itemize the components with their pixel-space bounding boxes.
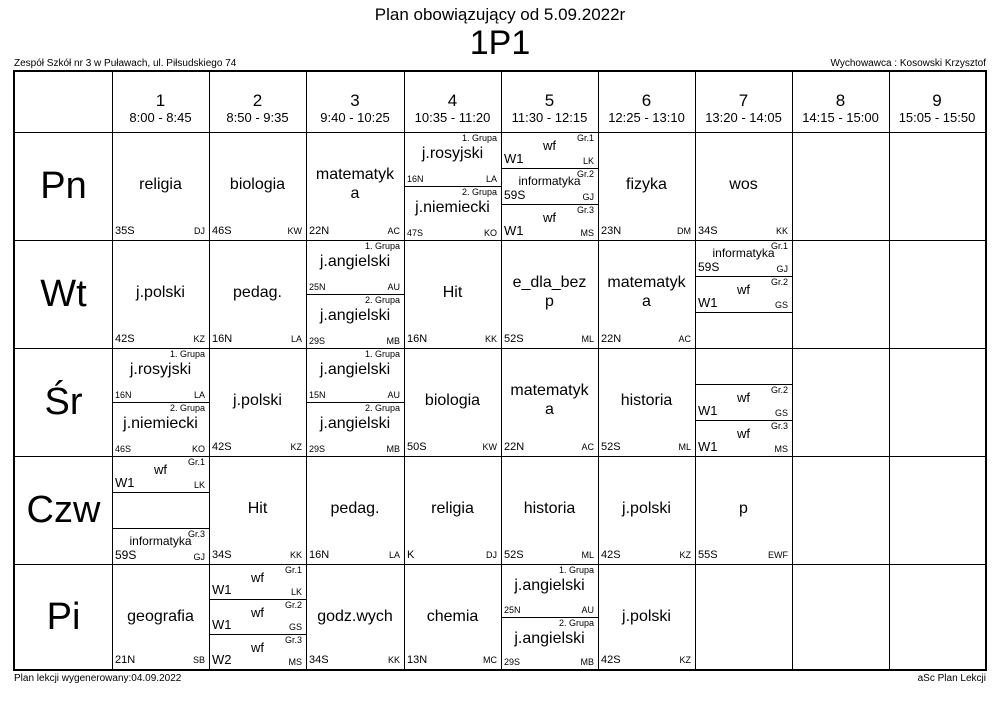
generated-date: Plan lekcji wygenerowany:04.09.2022 [14,673,182,684]
room-number: 25N [504,604,521,615]
room-number: 16N [407,174,424,184]
room-number: W1 [504,223,524,238]
subject-name: wf [543,138,556,153]
period-number: 8 [835,91,846,110]
subject-name: historia [523,500,576,517]
teacher-code: KK [775,226,788,236]
subject-name: matematyk a [315,166,395,202]
timetable-grid [13,70,987,671]
teacher-code: GS [774,300,788,310]
subject-name: wf [251,640,264,655]
teacher-code: KK [289,550,302,560]
group-label: 2. Grupa [461,187,497,197]
period-header [404,72,501,132]
teacher-code: LA [193,390,205,400]
lesson-cell [598,456,695,564]
teacher-code: KZ [290,442,302,452]
period-time: 10:35 - 11:20 [414,110,491,125]
room-number: W1 [698,295,718,310]
group-separator [695,276,792,277]
teacher-code: LA [388,550,400,560]
teacher-code: MS [580,228,594,238]
teacher-code: DJ [194,226,205,236]
room-number: 29S [309,336,326,346]
group-lesson [112,402,209,456]
group-lesson [209,634,306,669]
subject-name: j.angielski [514,577,585,594]
group-label: Gr.3 [187,529,205,539]
subject-name: informatyka [712,246,775,260]
subject-name: biologia [424,392,481,409]
day-label: Śr [44,381,83,423]
teacher-code: KZ [679,550,691,560]
teacher-code: GS [288,622,302,632]
subject-name: j.polski [233,392,282,409]
group-lesson [306,402,404,456]
room-number: 46S [115,444,132,454]
period-header [598,72,695,132]
room-number: 42S [601,549,621,561]
lesson-cell [112,240,209,348]
subject-name: wf [737,282,750,297]
group-label: Gr.1 [187,457,205,467]
group-lesson [695,276,792,312]
lesson-cell [501,240,598,348]
lesson-cell [404,348,501,456]
teacher-code: GS [774,408,788,418]
day-label: Pn [40,165,87,207]
group-label: 2. Grupa [364,295,400,305]
room-number: 34S [212,549,232,561]
lesson-cell [112,132,209,240]
group-label: Gr.1 [284,565,302,575]
room-number: 42S [601,654,621,666]
lesson-cell [404,564,501,669]
teacher-code: MB [386,444,400,454]
room-number: 22N [309,225,330,237]
subject-name: wf [251,605,264,620]
teacher-code: GJ [193,552,205,562]
subject-name: pedag. [330,500,380,517]
schedule-subtitle: Plan obowiązujący od 5.09.2022r [374,5,626,24]
teacher-code: KW [287,226,302,236]
subject-name: informatyka [129,534,192,548]
day-label: Czw [26,489,101,531]
group-label: Gr.3 [770,421,788,431]
class-tutor: Wychowawca : Kosowski Krzysztof [830,58,986,69]
group-lesson [501,564,598,617]
lesson-cell [695,132,792,240]
room-number: W1 [504,151,524,166]
lesson-cell [501,564,598,669]
period-number: 2 [252,91,263,110]
teacher-code: MS [774,444,788,454]
subject-name: j.angielski [319,361,391,378]
teacher-code: DJ [486,550,497,560]
lesson-cell [695,348,792,456]
room-number: 15N [309,390,326,400]
room-number: 52S [504,333,524,345]
lesson-cell [695,240,792,348]
room-number: W1 [212,617,232,632]
teacher-code: AU [387,390,400,400]
lesson-cell [112,456,209,564]
lesson-cell [209,456,306,564]
room-number: 52S [504,549,524,561]
group-label: 1. Grupa [461,133,497,143]
period-time: 8:00 - 8:45 [129,110,192,125]
group-label: Gr.3 [576,205,594,215]
room-number: 23N [601,225,622,237]
teacher-code: GJ [582,192,594,202]
group-lesson [209,564,306,599]
subject-name: matematyk a [510,382,589,418]
room-number: 16N [212,333,233,345]
teacher-code: ML [581,550,594,560]
subject-name: j.niemiecki [415,199,490,216]
room-number: 34S [698,225,718,237]
period-number: 4 [447,91,458,110]
subject-name: p [739,500,748,517]
period-time: 8:50 - 9:35 [226,110,289,125]
teacher-code: SB [192,655,205,665]
group-lesson [306,294,404,348]
room-number: 21N [115,654,136,666]
room-number: 42S [115,333,135,345]
teacher-code: LK [582,156,594,166]
grid-column-line [792,72,793,669]
subject-name: wf [251,570,264,585]
teacher-code: AC [581,442,594,452]
lesson-cell [598,348,695,456]
group-lesson [695,240,792,276]
room-number: W1 [212,582,232,597]
period-header [209,72,306,132]
room-number: 59S [504,188,526,202]
teacher-code: MS [288,657,302,667]
group-lesson [695,384,792,420]
room-number: 50S [407,441,427,453]
subject-name: j.angielski [319,415,391,432]
subject-name: wf [543,210,556,225]
subject-name: Hit [442,284,463,301]
teacher-code: LA [290,334,302,344]
lesson-cell [404,132,501,240]
teacher-code: LA [485,174,497,184]
period-number: 5 [544,91,555,110]
lesson-cell [209,564,306,669]
room-number: 29S [309,444,326,454]
lesson-cell [306,132,404,240]
group-separator [501,168,598,169]
group-label: Gr.2 [284,600,302,610]
teacher-code: MB [386,336,400,346]
group-separator [306,294,404,295]
lesson-cell [306,564,404,669]
period-number: 6 [641,91,652,110]
room-number: 35S [115,225,135,237]
lesson-cell [598,132,695,240]
teacher-code: KO [191,444,205,454]
group-lesson [112,456,209,492]
room-number: 34S [309,654,329,666]
school-name: Zespół Szkół nr 3 w Puławach, ul. Piłsudskiego 74 [14,58,237,69]
lesson-cell [209,348,306,456]
teacher-code: AU [387,282,400,292]
group-separator [695,420,792,421]
group-lesson [306,240,404,294]
group-separator [404,186,501,187]
teacher-code: LK [290,587,302,597]
subject-name: j.angielski [319,307,391,324]
lesson-cell [501,132,598,240]
group-separator [209,599,306,600]
teacher-code: KZ [679,655,691,665]
teacher-code: ML [581,334,594,344]
lesson-cell [112,348,209,456]
lesson-cell [112,564,209,669]
lesson-cell [501,456,598,564]
period-header [889,72,985,132]
group-separator [501,204,598,205]
teacher-code: DM [677,226,691,236]
group-lesson [306,348,404,402]
generator-app: aSc Plan Lekcji [917,673,986,684]
room-number: 22N [504,441,525,453]
group-label: Gr.2 [770,277,788,287]
subject-name: religia [431,500,474,517]
period-number: 7 [738,91,749,110]
period-time: 9:40 - 10:25 [320,110,390,125]
room-number: 13N [407,654,428,666]
period-header [792,72,889,132]
room-number: 42S [212,441,232,453]
grid-column-line [889,72,890,669]
group-label: 2. Grupa [558,617,594,628]
subject-name: e_dla_bez p [512,274,587,310]
group-label: 2. Grupa [364,403,400,413]
room-number: 59S [115,548,137,562]
subject-name: j.rosyjski [129,361,192,378]
subject-name: j.rosyjski [421,145,484,162]
subject-name: godz.wych [317,608,393,625]
group-lesson [501,204,598,240]
room-number: 16N [115,390,132,400]
room-number: K [407,549,415,561]
period-time: 12:25 - 13:10 [608,110,685,125]
lesson-cell [695,456,792,564]
room-number: 47S [407,228,424,238]
subject-name: biologia [229,176,286,193]
room-number: W1 [115,475,135,490]
room-number: 55S [698,549,718,561]
group-label: 2. Grupa [169,403,205,413]
group-separator [306,402,404,403]
day-label: Wt [40,273,87,315]
period-header [501,72,598,132]
subject-name: fizyka [626,176,667,193]
lesson-cell [404,456,501,564]
lesson-cell [598,564,695,669]
room-number: 52S [601,441,621,453]
teacher-code: KK [484,334,497,344]
teacher-code: AU [581,604,594,615]
teacher-code: KW [482,442,497,452]
subject-name: j.angielski [319,253,391,270]
group-label: 1. Grupa [364,241,400,251]
group-label: Gr.3 [284,635,302,645]
group-separator [501,617,598,618]
group-lesson [112,528,209,564]
group-label: Gr.2 [770,385,788,395]
lesson-cell [209,132,306,240]
subject-name: informatyka [518,174,581,188]
group-lesson [404,132,501,186]
room-number: W1 [698,403,718,418]
lesson-cell [209,240,306,348]
room-number: 29S [504,657,521,667]
period-header [306,72,404,132]
teacher-code: ML [678,442,691,452]
subject-name: wf [154,462,167,477]
room-number: W2 [212,652,232,667]
group-separator [695,312,792,313]
period-number: 9 [932,91,942,110]
group-lesson [404,186,501,240]
subject-name: matematyk a [607,274,686,310]
lesson-cell [598,240,695,348]
group-separator [695,384,792,385]
period-time: 13:20 - 14:05 [705,110,782,125]
lesson-cell [306,240,404,348]
subject-name: historia [620,392,673,409]
group-label: Gr.1 [576,133,594,143]
group-lesson [695,420,792,456]
teacher-code: KK [387,655,400,665]
subject-name: religia [139,176,182,193]
teacher-code: KO [483,228,497,238]
period-time: 15:05 - 15:50 [898,110,976,125]
room-number: 16N [309,549,330,561]
teacher-code: EWF [768,550,788,560]
group-label: 1. Grupa [364,349,400,359]
group-lesson [501,168,598,204]
subject-name: chemia [426,608,479,625]
group-separator [112,402,209,403]
teacher-code: GJ [776,264,788,274]
subject-name: wf [737,426,750,441]
subject-name: Hit [247,500,268,517]
teacher-code: LK [193,480,205,490]
teacher-code: MB [580,657,594,667]
period-header [695,72,792,132]
teacher-code: MC [483,655,497,665]
subject-name: j.niemiecki [123,415,198,432]
teacher-code: AC [387,226,400,236]
teacher-code: KZ [193,334,205,344]
room-number: 46S [212,225,232,237]
subject-name: j.polski [136,284,185,301]
group-lesson [501,617,598,670]
subject-name: geografia [127,608,194,625]
subject-name: j.polski [622,500,671,517]
group-label: 1. Grupa [558,565,594,575]
group-lesson [112,348,209,402]
period-time: 11:30 - 12:15 [511,110,588,125]
period-number: 1 [155,91,166,110]
period-number: 3 [350,91,360,110]
period-header [112,72,209,132]
lesson-cell [501,348,598,456]
period-time: 14:15 - 15:00 [802,110,879,125]
group-label: 1. Grupa [169,349,205,359]
day-label: Pi [46,595,81,638]
room-number: 16N [407,333,428,345]
subject-name: pedag. [233,284,282,301]
subject-name: wos [729,176,758,193]
group-lesson [209,599,306,634]
lesson-cell [404,240,501,348]
group-separator [112,528,209,529]
teacher-code: AC [678,334,691,344]
subject-name: j.angielski [514,629,585,647]
class-name: 1P1 [469,24,531,62]
group-lesson [501,132,598,168]
lesson-cell [306,456,404,564]
group-separator [209,634,306,635]
group-separator [112,492,209,493]
room-number: W1 [698,439,718,454]
subject-name: wf [737,390,750,405]
subject-name: j.polski [622,608,671,625]
group-label: Gr.2 [576,169,594,179]
room-number: 59S [698,260,720,274]
lesson-cell [306,348,404,456]
room-number: 25N [309,282,326,292]
group-label: Gr.1 [770,241,788,251]
room-number: 22N [601,333,622,345]
